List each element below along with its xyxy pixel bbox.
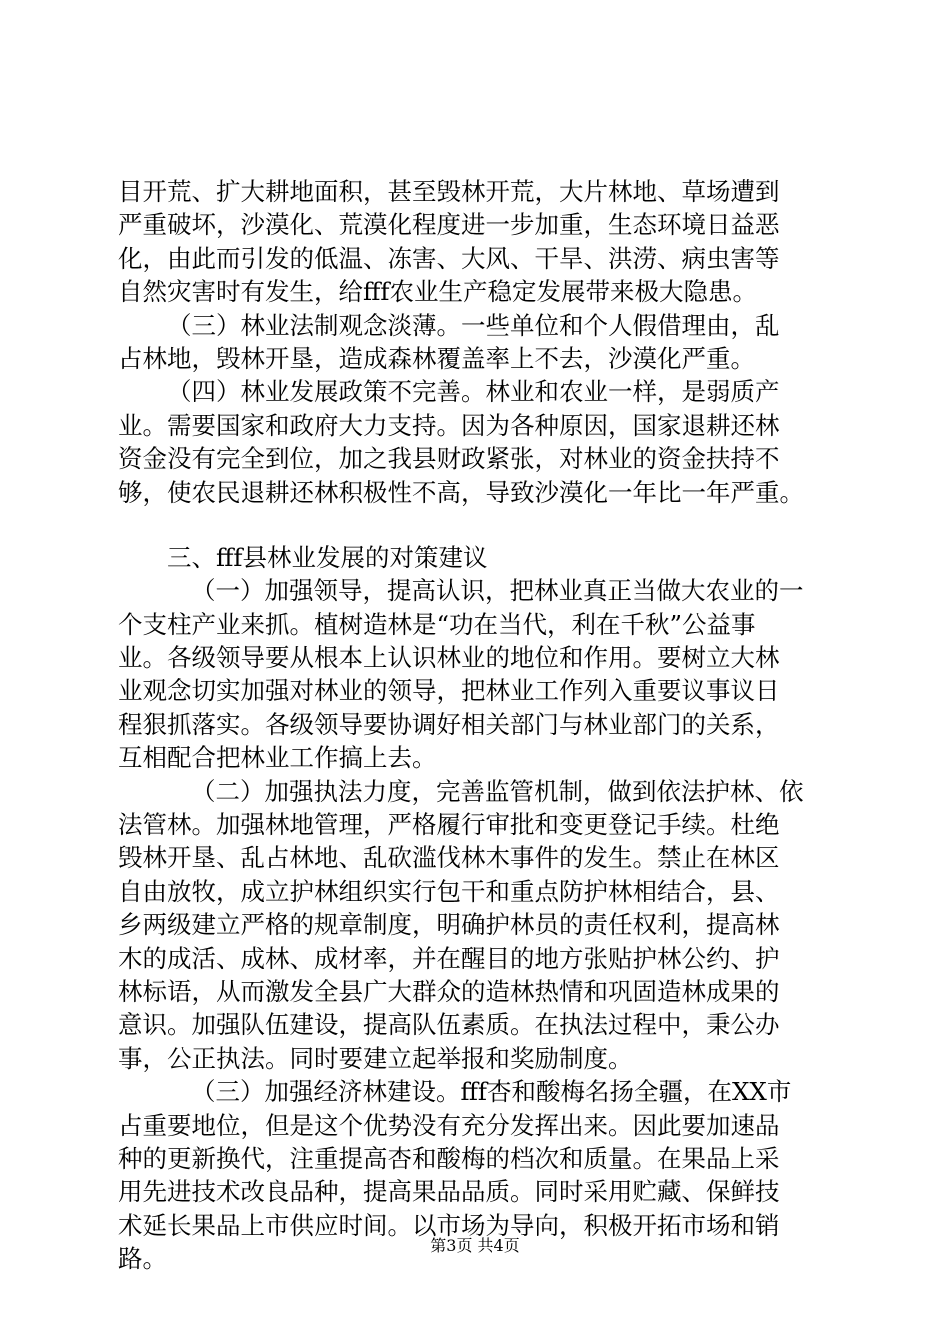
paragraph-line: 占重要地位，但是这个优势没有充分发挥出来。因此要加速品 [118, 1110, 780, 1140]
paragraph-line: 自由放牧，成立护林组织实行包干和重点防护林相结合，县、 [118, 876, 780, 906]
page-number-footer: 第3页 共4页 [430, 1236, 520, 1255]
paragraph-line: 自然灾害时有发生，给fff农业生产稳定发展带来极大隐患。 [118, 277, 757, 307]
paragraph-line: 种的更新换代，注重提高杏和酸梅的档次和质量。在果品上采 [118, 1143, 780, 1173]
paragraph-line: 业。需要国家和政府大力支持。因为各种原因，国家退耕还林 [118, 410, 780, 440]
paragraph-line: 严重破坏，沙漠化、荒漠化程度进一步加重，生态环境日益恶 [118, 210, 780, 240]
paragraph-line: （四）林业发展政策不完善。林业和农业一样，是弱质产 [167, 377, 780, 407]
paragraph-line: 业。各级领导要从根本上认识林业的地位和作用。要树立大林 [118, 643, 780, 673]
paragraph-line: 个支柱产业来抓。植树造林是“功在当代，利在千秋”公益事 [118, 609, 756, 639]
paragraph-line: 术延长果品上市供应时间。以市场为导向，积极开拓市场和销 [118, 1210, 780, 1240]
section-heading: 三、fff县林业发展的对策建议 [167, 542, 488, 572]
paragraph-line: （三）林业法制观念淡薄。一些单位和个人假借理由，乱 [167, 310, 780, 340]
paragraph-line: 化，由此而引发的低温、冻害、大风、干旱、洪涝、病虫害等 [118, 243, 780, 273]
paragraph-line: 业观念切实加强对林业的领导，把林业工作列入重要议事议日 [118, 676, 780, 706]
paragraph-line: 毁林开垦、乱占林地、乱砍滥伐林木事件的发生。禁止在林区 [118, 843, 780, 873]
paragraph-line: 程狠抓落实。各级领导要协调好相关部门与林业部门的关系， [118, 709, 780, 739]
paragraph-line: 意识。加强队伍建设，提高队伍素质。在执法过程中，秉公办 [118, 1010, 780, 1040]
document-body [118, 175, 838, 1276]
paragraph-line: 林标语，从而激发全县广大群众的造林热情和巩固造林成果的 [118, 976, 780, 1006]
paragraph-line: 目开荒、扩大耕地面积，甚至毁林开荒，大片林地、草场遭到 [118, 177, 780, 206]
paragraph-line: 够，使农民退耕还林积极性不高，导致沙漠化一年比一年严重。 [118, 477, 804, 507]
paragraph-line: 木的成活、成林、成材率，并在醒目的地方张贴护林公约、护 [118, 943, 780, 973]
paragraph-line: 资金没有完全到位，加之我县财政紧张，对林业的资金扶持不 [118, 444, 780, 474]
paragraph-line: （一）加强领导，提高认识，把林业真正当做大农业的一 [191, 576, 804, 606]
paragraph-line: 事，公正执法。同时要建立起举报和奖励制度。 [118, 1043, 633, 1073]
paragraph-line: 路。 [118, 1244, 167, 1274]
section-gap [118, 509, 838, 541]
paragraph-line: 乡两级建立严格的规章制度，明确护林员的责任权利，提高林 [118, 910, 780, 940]
paragraph-line: 法管林。加强林地管理，严格履行审批和变更登记手续。杜绝 [118, 810, 780, 840]
paragraph-line: 互相配合把林业工作搞上去。 [118, 743, 437, 773]
paragraph-line: （三）加强经济林建设。fff杏和酸梅名扬全疆，在XX市 [191, 1077, 792, 1107]
paragraph-line: （二）加强执法力度，完善监管机制，做到依法护林、依 [191, 776, 804, 806]
paragraph-line: 用先进技术改良品种，提高果品品质。同时采用贮藏、保鲜技 [118, 1177, 780, 1207]
paragraph-line: 占林地，毁林开垦，造成森林覆盖率上不去，沙漠化严重。 [118, 343, 755, 373]
